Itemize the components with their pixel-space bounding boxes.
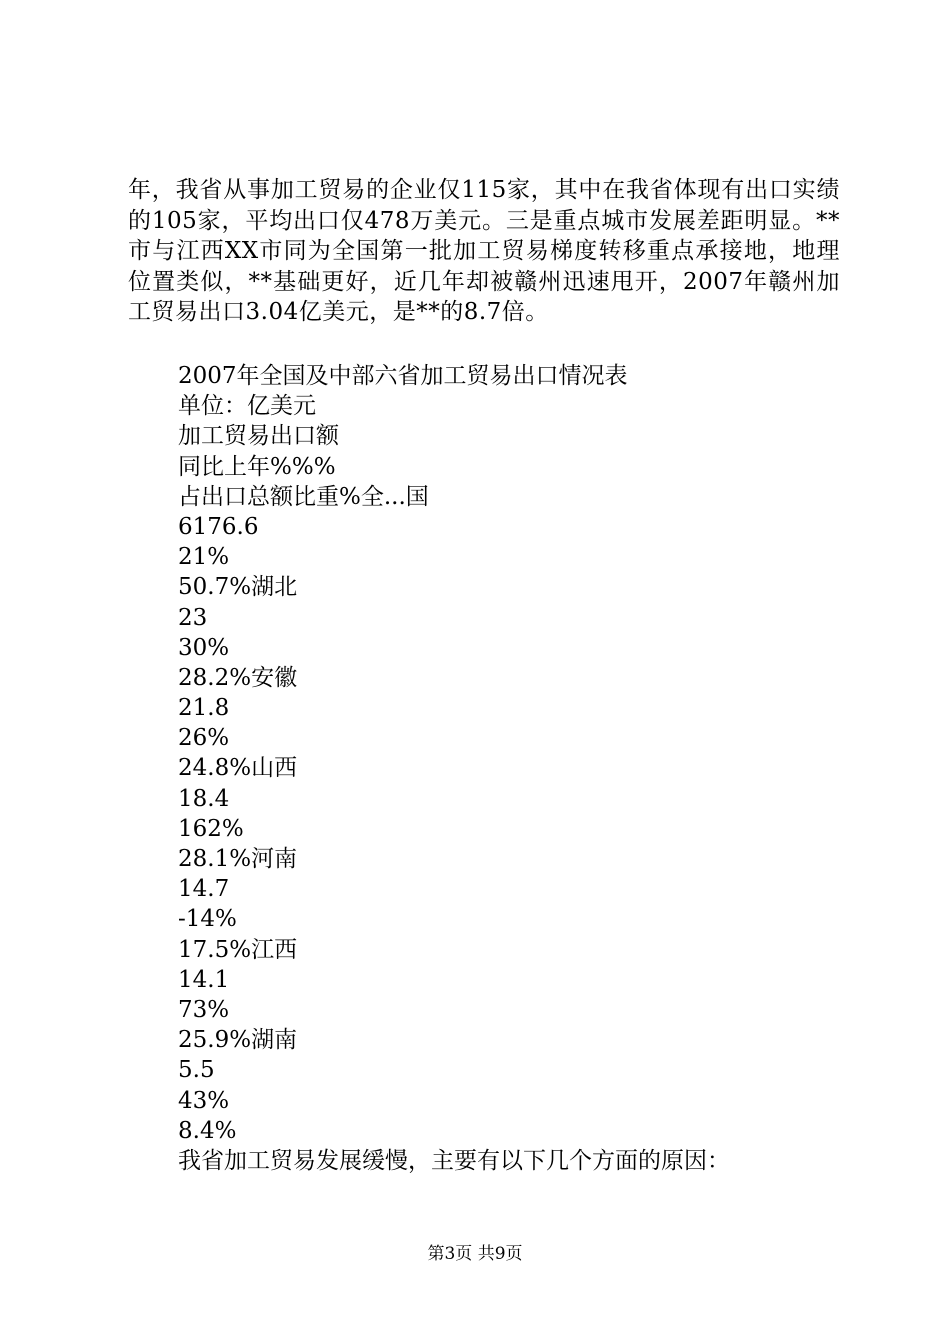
table-cell: 25.9%湖南 — [178, 1027, 298, 1054]
table-header-export-amount: 加工贸易出口额 — [178, 423, 339, 450]
table-cell: 50.7%湖北 — [178, 574, 298, 601]
table-cell: 24.8%山西 — [178, 755, 298, 782]
table-cell: 6176.6 — [178, 513, 259, 540]
table-cell: 162% — [178, 815, 244, 842]
table-cell: 8.4% — [178, 1117, 237, 1144]
export-table — [178, 361, 878, 1176]
table-cell: 23 — [178, 604, 208, 631]
closing-sentence: 我省加工贸易发展缓慢，主要有以下几个方面的原因： — [178, 1147, 730, 1174]
table-cell: -14% — [178, 906, 237, 933]
table-title: 2007年全国及中部六省加工贸易出口情况表 — [178, 363, 628, 389]
table-cell: 26% — [178, 725, 230, 752]
table-cell: 43% — [178, 1087, 230, 1114]
table-cell: 28.1%河南 — [178, 846, 298, 872]
table-cell: 30% — [178, 634, 230, 661]
table-cell: 18.4 — [178, 785, 230, 812]
table-cell: 21.8 — [178, 695, 230, 722]
table-cell: 14.1 — [178, 966, 230, 993]
table-header-share: 占出口总额比重%全...国 — [178, 483, 429, 510]
table-unit: 单位：亿美元 — [178, 393, 316, 420]
table-cell: 17.5%江西 — [178, 936, 298, 963]
page-footer: 第3页 共9页 — [427, 1244, 523, 1264]
table-header-yoy: 同比上年%%% — [178, 453, 336, 480]
table-rows — [178, 512, 878, 1146]
table-cell: 28.2%安徽 — [178, 664, 298, 691]
table-cell: 14.7 — [178, 876, 230, 903]
table-cell: 73% — [178, 996, 230, 1023]
table-cell: 21% — [178, 544, 230, 571]
table-cell: 5.5 — [178, 1057, 215, 1084]
body-paragraph: 年，我省从事加工贸易的企业仅115家，其中在我省体现有出口实绩的105家，平均出口仅478万美元。三是重点城市发展差距明显。**市与江西XX市同为全国第一批加工贸易梯度转移重点承接地，地理位置类似，**基础更好，近几年却被赣州迅速甩开，2007年赣州加工贸易出口3.04亿美元，是**的8.7倍。 — [128, 177, 840, 325]
